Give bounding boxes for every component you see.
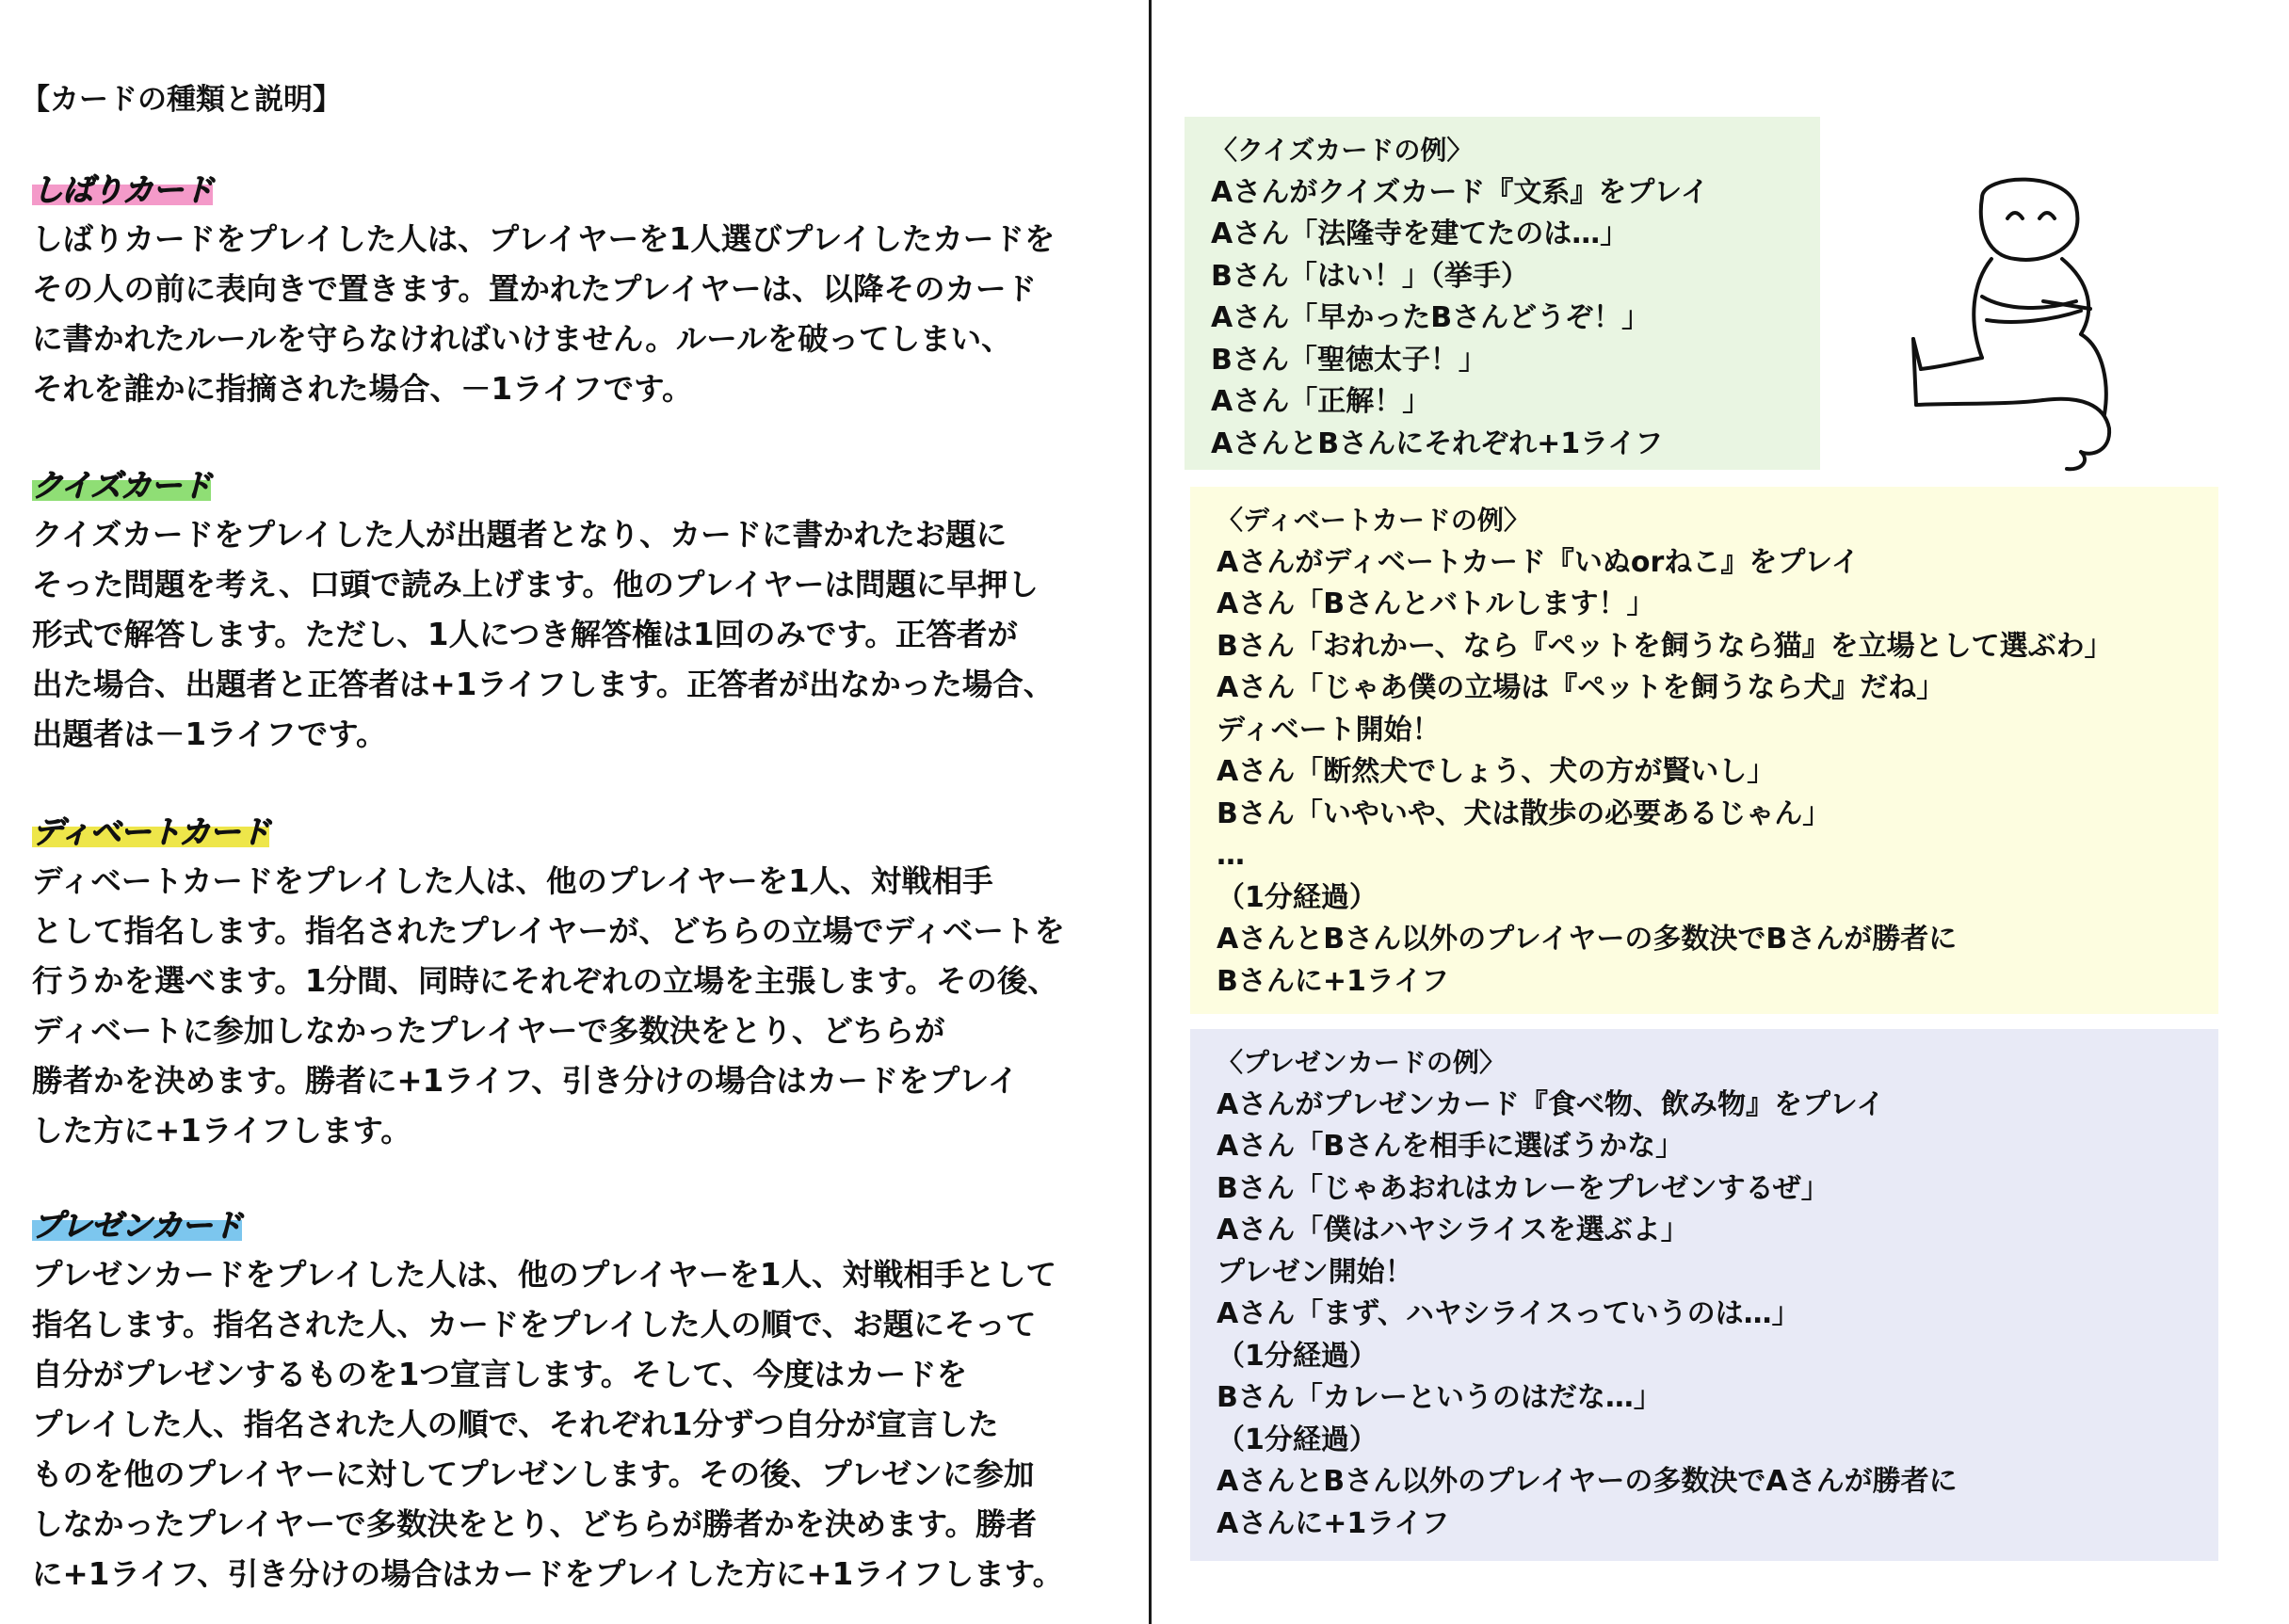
- example-line: Aさん「Bさんとバトルします！」: [1217, 587, 1655, 620]
- section-body: ディベートカードをプレイした人は、他のプレイヤーを1人、対戦相手 として指名します。指名されたプレイヤーが、どちらの立場でディベートを 行うかを選べます。1分間、同時にそれぞれの立場を主張します。その後、 ディベートに参加しなかったプレイヤーで多数決をとり、どちらが 勝者かを決めます。勝者に+1ライフ、引き分けの場合はカードをプレイ した方に+1ライフします。: [32, 863, 1065, 1149]
- example-line: Aさん「早かったBさんどうぞ！」: [1211, 301, 1651, 334]
- section-body: プレゼンカードをプレイした人は、他のプレイヤーを1人、対戦相手として 指名します。指名された人、カードをプレイした人の順で、お題にそって 自分がプレゼンするものを1つ宣言します。そして、今度はカードを プレイした人、指名された人の順で、それぞれ1分ずつ自分が宣言した ものを他のプレイヤーに対してプレゼンします。その後、プレゼンに参加 しなかったプレイヤーで多数決をとり、どちらが勝者かを決めます。勝者 に+1ライフ、引き分けの場合はカードをプレイした方に+1ライフします。: [32, 1257, 1064, 1592]
- example-heading: 〈クイズカードの例〉: [1211, 135, 1474, 166]
- section-presentation-card: [32, 1207, 1134, 1600]
- example-line: Aさんに+1ライフ: [1217, 1506, 1450, 1540]
- example-line: Aさん「法隆寺を建てたのは…」: [1211, 217, 1629, 250]
- quiz-example-box: [1185, 117, 1820, 470]
- example-line: Bさんに+1ライフ: [1217, 964, 1450, 998]
- example-line: Bさん「はい！」（挙手）: [1211, 259, 1529, 293]
- section-body: しばりカードをプレイした人は、プレイヤーを1人選びプレイしたカードを その人の前に表向きで置きます。置かれたプレイヤーは、以降そのカード に書かれたルールを守らなければいけません。ルールを破ってしまい、 それを誰かに指摘された場合、－1ライフです。: [32, 221, 1056, 407]
- example-line: Aさん「Bさんを相手に選ぼうかな」: [1217, 1130, 1685, 1163]
- example-line: プレゼン開始！: [1217, 1255, 1413, 1289]
- section-quiz-card: [32, 467, 1134, 760]
- example-line: Aさん「じゃあ僕の立場は『ペットを飼うなら犬』だね」: [1217, 671, 1945, 704]
- example-line: Aさん「僕はハヤシライスを選ぶよ」: [1217, 1214, 1689, 1246]
- document-title: 【カードの種類と説明】: [21, 83, 342, 117]
- debate-example-box: [1190, 487, 2218, 1014]
- example-line: Bさん「いやいや、犬は散歩の必要あるじゃん」: [1217, 796, 1831, 830]
- example-line: Bさん「聖徳太子！」: [1211, 343, 1487, 377]
- presentation-example-box: [1190, 1029, 2218, 1561]
- example-line: Aさんがクイズカード『文系』をプレイ: [1211, 175, 1709, 209]
- example-line: Aさん「まず、ハヤシライスっていうのは…」: [1217, 1297, 1800, 1330]
- example-line: （1分経過）: [1217, 880, 1378, 914]
- section-debate-card: [32, 813, 1134, 1156]
- section-heading: プレゼンカード: [32, 1207, 242, 1244]
- section-body: クイズカードをプレイした人が出題者となり、カードに書かれたお題に そった問題を考え、口頭で読み上げます。他のプレイヤーは問題に早押し 形式で解答します。ただし、1人につき解答権は1回のみです。正答者が 出た場合、出題者と正答者は+1ライフします。正答者が出なかった場合、 出題者は－1ライフです。: [32, 517, 1055, 752]
- example-line: ディベート開始！: [1217, 713, 1441, 747]
- section-shibari-card: [32, 171, 1134, 414]
- example-line: （1分経過）: [1217, 1423, 1378, 1456]
- example-line: Bさん「カレーというのはだな…」: [1217, 1381, 1662, 1414]
- section-heading: クイズカード: [32, 467, 212, 504]
- section-heading: しばりカード: [32, 171, 213, 208]
- page-divider: [1149, 0, 1152, 1624]
- example-line: Aさん「正解！」: [1211, 385, 1431, 418]
- example-line: AさんとBさん以外のプレイヤーの多数決でBさんが勝者に: [1217, 923, 1958, 956]
- example-heading: 〈プレゼンカードの例〉: [1217, 1047, 1506, 1078]
- example-line: …: [1217, 839, 1245, 872]
- example-line: Aさんがプレゼンカード『食べ物、飲み物』をプレイ: [1217, 1087, 1885, 1121]
- person-illustration: [1902, 169, 2147, 490]
- example-line: AさんとBさん以外のプレイヤーの多数決でAさんが勝者に: [1217, 1465, 1958, 1498]
- section-heading: ディベートカード: [32, 813, 270, 850]
- example-line: Aさんがディベートカード『いぬorねこ』をプレイ: [1217, 545, 1860, 579]
- example-line: Aさん「断然犬でしょう、犬の方が賢いし」: [1217, 755, 1776, 788]
- example-line: AさんとBさんにそれぞれ+1ライフ: [1211, 426, 1664, 460]
- example-line: Bさん「おれかー、なら『ペットを飼うなら猫』を立場として選ぶわ」: [1217, 629, 2113, 663]
- example-heading: 〈ディベートカードの例〉: [1217, 505, 1530, 536]
- example-line: （1分経過）: [1217, 1339, 1378, 1373]
- example-line: Bさん「じゃあおれはカレーをプレゼンするぜ」: [1217, 1171, 1830, 1205]
